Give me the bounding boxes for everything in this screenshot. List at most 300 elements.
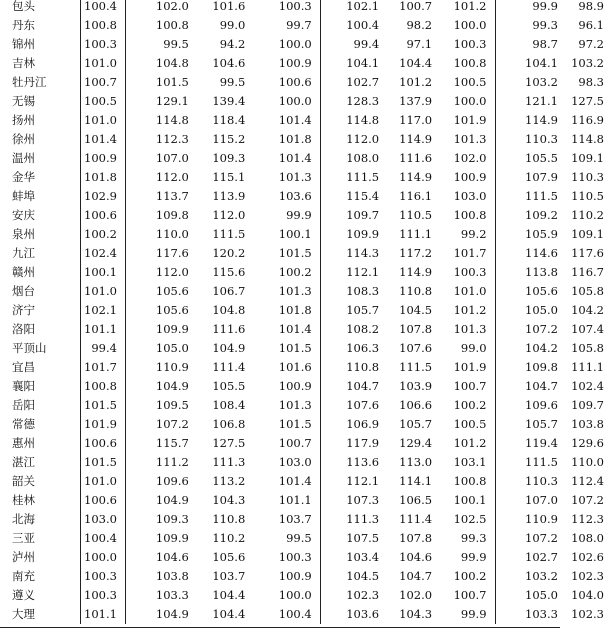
index-value-cell: 102.3 <box>571 607 604 621</box>
index-value-cell: 100.6 <box>80 206 125 225</box>
city-name-char: 济 <box>12 303 24 317</box>
city-name-cell <box>0 434 80 453</box>
index-value-cell: 103.8 <box>125 567 196 586</box>
index-value-cell: 100.3 <box>278 0 312 13</box>
index-value-cell: 105.7 <box>495 415 566 434</box>
table-row <box>0 225 612 244</box>
index-value-cell: 104.6 <box>125 548 196 567</box>
index-value-cell: 113.7 <box>125 187 196 206</box>
index-value-cell: 101.7 <box>453 246 487 260</box>
index-value-cell: 99.9 <box>286 208 312 222</box>
index-value-cell: 107.2 <box>571 493 604 507</box>
index-value-cell: 103.2 <box>571 56 604 70</box>
city-name-char: 充 <box>23 569 35 583</box>
table-row <box>0 548 612 567</box>
city-name-char: 州 <box>23 113 35 127</box>
index-value-cell: 101.0 <box>80 54 125 73</box>
city-name-char: 华 <box>23 170 35 184</box>
index-value-cell: 101.1 <box>80 605 125 624</box>
index-value-cell: 100.2 <box>453 569 487 583</box>
index-value-cell: 103.3 <box>125 586 196 605</box>
city-name-char: 赣 <box>12 265 24 279</box>
table-row <box>0 453 612 472</box>
index-value-cell: 100.1 <box>80 263 125 282</box>
index-value-cell: 109.3 <box>212 151 246 165</box>
index-value-cell: 104.1 <box>495 54 566 73</box>
index-value-cell: 110.9 <box>125 358 196 377</box>
index-value-cell: 100.3 <box>278 550 312 564</box>
city-name-char: 九 <box>12 246 24 260</box>
index-value-cell: 103.4 <box>320 548 387 567</box>
index-value-cell: 107.2 <box>125 415 196 434</box>
index-value-cell: 100.0 <box>278 94 312 108</box>
index-value-cell: 121.1 <box>495 92 566 111</box>
city-name-char: 东 <box>23 18 35 32</box>
index-value-cell: 103.7 <box>212 569 246 583</box>
index-value-cell: 101.0 <box>80 472 125 491</box>
index-value-cell: 105.0 <box>495 586 566 605</box>
index-value-cell: 104.1 <box>320 54 387 73</box>
city-name-cell <box>0 415 80 434</box>
index-value-cell: 101.7 <box>80 358 125 377</box>
index-value-cell: 104.0 <box>571 588 604 602</box>
index-value-cell: 119.4 <box>495 434 566 453</box>
index-value-cell: 107.0 <box>495 491 566 510</box>
city-name-char: 宜 <box>12 360 24 374</box>
index-value-cell: 114.1 <box>399 474 433 488</box>
index-value-cell: 101.2 <box>453 436 487 450</box>
index-value-cell: 111.6 <box>212 322 246 336</box>
index-value-cell: 104.3 <box>212 493 246 507</box>
index-value-cell: 114.9 <box>399 170 433 184</box>
city-name-char: 常 <box>12 417 24 431</box>
city-name-char: 锦 <box>12 37 24 51</box>
index-value-cell: 99.9 <box>460 550 487 564</box>
index-value-cell: 111.5 <box>320 168 387 187</box>
index-value-cell: 101.3 <box>278 170 312 184</box>
index-value-cell: 107.8 <box>399 322 433 336</box>
city-name-char: 阳 <box>23 379 35 393</box>
index-value-cell: 108.0 <box>571 531 604 545</box>
index-value-cell: 100.8 <box>453 208 487 222</box>
index-value-cell: 103.2 <box>495 567 566 586</box>
city-name-cell <box>0 529 80 548</box>
index-value-cell: 114.9 <box>399 132 433 146</box>
index-value-cell: 109.7 <box>571 398 604 412</box>
city-name-char: 桂 <box>12 493 24 507</box>
index-value-cell: 107.4 <box>571 322 604 336</box>
index-value-cell: 110.2 <box>571 208 604 222</box>
index-value-cell: 102.1 <box>80 301 125 320</box>
index-value-cell: 107.6 <box>320 396 387 415</box>
index-value-cell: 100.4 <box>80 0 125 16</box>
index-value-cell: 100.7 <box>278 436 312 450</box>
city-name-cell <box>0 35 80 54</box>
city-name-char: 台 <box>23 284 35 298</box>
city-name <box>12 301 74 320</box>
index-value-cell: 129.6 <box>571 436 604 450</box>
city-name-char: 阳 <box>23 322 35 336</box>
table-row <box>0 510 612 529</box>
city-name-cell <box>0 0 80 16</box>
index-value-cell: 117.0 <box>399 113 433 127</box>
index-value-cell: 100.9 <box>80 149 125 168</box>
table-row <box>0 111 612 130</box>
index-value-cell: 117.6 <box>571 246 604 260</box>
city-name-cell <box>0 206 80 225</box>
city-name-cell <box>0 548 80 567</box>
city-name-char: 湛 <box>12 455 24 469</box>
index-value-cell: 104.7 <box>495 377 566 396</box>
index-value-cell: 111.4 <box>399 512 433 526</box>
index-value-cell: 110.0 <box>571 455 604 469</box>
index-value-cell: 100.8 <box>453 56 487 70</box>
index-value-cell: 111.1 <box>399 227 433 241</box>
city-name <box>12 529 74 548</box>
index-value-cell: 99.5 <box>219 75 246 89</box>
table-row <box>0 0 612 16</box>
city-name-char: 安 <box>12 208 24 222</box>
city-name <box>12 472 74 491</box>
table-row <box>0 73 612 92</box>
index-value-cell: 105.9 <box>495 225 566 244</box>
index-value-cell: 109.9 <box>125 320 196 339</box>
index-value-cell: 100.3 <box>80 35 125 54</box>
index-value-cell: 101.5 <box>80 453 125 472</box>
index-value-cell: 102.3 <box>571 569 604 583</box>
index-value-cell: 107.5 <box>320 529 387 548</box>
index-value-cell: 110.8 <box>212 512 246 526</box>
city-name-char: 顶 <box>23 341 35 355</box>
city-name <box>12 491 74 510</box>
index-value-cell: 103.8 <box>571 417 604 431</box>
index-value-cell: 100.5 <box>453 417 487 431</box>
index-value-cell: 112.1 <box>320 472 387 491</box>
index-value-cell: 101.9 <box>453 113 487 127</box>
index-value-cell: 100.5 <box>80 92 125 111</box>
index-value-cell: 101.5 <box>278 417 312 431</box>
index-value-cell: 115.1 <box>212 170 246 184</box>
index-value-cell: 97.1 <box>406 37 433 51</box>
city-name-cell <box>0 605 80 624</box>
city-name <box>12 149 74 168</box>
index-value-cell: 110.3 <box>571 170 604 184</box>
city-name-char: 遵 <box>12 588 24 602</box>
index-value-cell: 99.5 <box>286 531 312 545</box>
city-name-char: 扬 <box>12 113 24 127</box>
table-row <box>0 339 612 358</box>
index-value-cell: 103.7 <box>278 512 312 526</box>
index-value-cell: 100.9 <box>278 379 312 393</box>
index-value-cell: 100.0 <box>453 94 487 108</box>
index-value-cell: 114.6 <box>495 244 566 263</box>
index-value-cell: 104.7 <box>399 569 433 583</box>
city-name-char: 惠 <box>12 436 24 450</box>
city-name-char: 山 <box>35 341 47 355</box>
city-name-char: 江 <box>23 246 35 260</box>
city-name-char: 牡 <box>12 75 24 89</box>
table-row <box>0 92 612 111</box>
city-name <box>12 35 74 54</box>
index-value-cell: 117.2 <box>399 246 433 260</box>
index-value-cell: 103.0 <box>80 510 125 529</box>
city-name-cell <box>0 377 80 396</box>
index-value-cell: 101.4 <box>278 151 312 165</box>
index-value-cell: 104.8 <box>212 303 246 317</box>
index-value-cell: 103.1 <box>453 455 487 469</box>
index-value-cell: 101.0 <box>453 284 487 298</box>
city-name <box>12 377 74 396</box>
city-name-cell <box>0 510 80 529</box>
table-row <box>0 320 612 339</box>
index-value-cell: 106.9 <box>320 415 387 434</box>
index-value-cell: 100.8 <box>125 16 196 35</box>
city-name-cell <box>0 73 80 92</box>
index-value-cell: 112.0 <box>212 208 246 222</box>
index-value-cell: 116.9 <box>571 113 604 127</box>
index-value-cell: 105.6 <box>125 282 196 301</box>
city-name-char: 州 <box>23 132 35 146</box>
index-value-cell: 98.2 <box>406 18 433 32</box>
index-value-cell: 101.4 <box>278 113 312 127</box>
index-value-cell: 101.4 <box>80 130 125 149</box>
city-name <box>12 16 74 35</box>
index-value-cell: 109.3 <box>125 510 196 529</box>
index-value-cell: 109.6 <box>125 472 196 491</box>
index-value-cell: 99.9 <box>495 0 566 16</box>
city-name-cell <box>0 149 80 168</box>
index-value-cell: 104.9 <box>125 377 196 396</box>
index-value-cell: 113.8 <box>495 263 566 282</box>
index-value-cell: 114.8 <box>571 132 604 146</box>
city-name-char: 州 <box>23 151 35 165</box>
city-name-char: 丹 <box>23 75 35 89</box>
index-value-cell: 127.5 <box>212 436 246 450</box>
index-value-cell: 101.3 <box>278 398 312 412</box>
table-row <box>0 168 612 187</box>
index-value-cell: 100.0 <box>453 18 487 32</box>
index-value-cell: 104.5 <box>320 567 387 586</box>
index-value-cell: 104.5 <box>399 303 433 317</box>
index-value-cell: 106.6 <box>399 398 433 412</box>
index-value-cell: 111.5 <box>399 360 433 374</box>
table-row <box>0 434 612 453</box>
city-name-char: 温 <box>12 151 24 165</box>
index-value-cell: 100.3 <box>453 37 487 51</box>
index-value-cell: 108.2 <box>320 320 387 339</box>
index-value-cell: 105.8 <box>571 284 604 298</box>
city-name-char: 泸 <box>12 550 24 564</box>
index-value-cell: 99.7 <box>286 18 312 32</box>
index-value-cell: 100.4 <box>278 607 312 621</box>
city-name-cell <box>0 396 80 415</box>
index-value-cell: 112.0 <box>125 168 196 187</box>
index-value-cell: 99.3 <box>460 531 487 545</box>
index-value-cell: 105.7 <box>399 417 433 431</box>
city-name-cell <box>0 16 80 35</box>
city-name <box>12 548 74 567</box>
index-value-cell: 100.6 <box>80 491 125 510</box>
city-name <box>12 339 74 358</box>
index-value-cell: 101.3 <box>278 284 312 298</box>
city-name-char: 蚌 <box>12 189 24 203</box>
index-value-cell: 112.3 <box>571 512 604 526</box>
city-name-char: 烟 <box>12 284 24 298</box>
city-name <box>12 54 74 73</box>
index-value-cell: 100.6 <box>80 434 125 453</box>
index-value-cell: 100.7 <box>453 588 487 602</box>
index-value-cell: 104.8 <box>125 54 196 73</box>
index-value-cell: 104.9 <box>212 341 246 355</box>
city-name-char: 北 <box>12 512 24 526</box>
index-value-cell: 102.3 <box>320 586 387 605</box>
index-value-cell: 108.0 <box>320 149 387 168</box>
index-value-cell: 109.8 <box>125 206 196 225</box>
index-value-cell: 100.2 <box>453 398 487 412</box>
table-row <box>0 206 612 225</box>
index-value-cell: 112.3 <box>125 130 196 149</box>
index-value-cell: 99.4 <box>320 35 387 54</box>
index-value-cell: 103.3 <box>495 605 566 624</box>
index-value-cell: 137.9 <box>399 94 433 108</box>
city-name <box>12 605 74 624</box>
index-value-cell: 98.3 <box>578 75 604 89</box>
index-value-cell: 103.2 <box>495 73 566 92</box>
index-value-cell: 101.9 <box>453 360 487 374</box>
city-name-char: 亚 <box>23 531 35 545</box>
city-name-cell <box>0 263 80 282</box>
index-value-cell: 100.3 <box>80 567 125 586</box>
index-value-cell: 99.9 <box>460 607 487 621</box>
index-value-cell: 101.5 <box>278 341 312 355</box>
index-value-cell: 113.9 <box>212 189 246 203</box>
city-name <box>12 282 74 301</box>
index-value-cell: 107.8 <box>399 531 433 545</box>
city-name-cell <box>0 339 80 358</box>
city-name <box>12 0 74 16</box>
city-name <box>12 320 74 339</box>
index-value-cell: 100.0 <box>278 37 312 51</box>
index-value-cell: 101.8 <box>278 132 312 146</box>
city-name-char: 义 <box>23 588 35 602</box>
city-name <box>12 187 74 206</box>
index-value-cell: 101.8 <box>80 168 125 187</box>
index-value-cell: 128.3 <box>320 92 387 111</box>
index-value-cell: 100.9 <box>278 56 312 70</box>
index-value-cell: 104.9 <box>125 605 196 624</box>
index-value-cell: 105.0 <box>125 339 196 358</box>
index-value-cell: 105.6 <box>125 301 196 320</box>
index-value-cell: 100.1 <box>453 493 487 507</box>
city-name-char: 江 <box>23 455 35 469</box>
table-row <box>0 586 612 605</box>
city-name-cell <box>0 586 80 605</box>
index-value-cell: 106.8 <box>212 417 246 431</box>
index-value-cell: 127.5 <box>571 94 604 108</box>
index-value-cell: 104.2 <box>495 339 566 358</box>
city-name-char: 无 <box>12 94 24 108</box>
index-value-cell: 109.1 <box>571 227 604 241</box>
index-value-cell: 116.1 <box>399 189 433 203</box>
city-name <box>12 453 74 472</box>
index-value-cell: 100.7 <box>80 73 125 92</box>
index-value-cell: 101.2 <box>453 0 487 13</box>
city-name-char: 林 <box>23 493 35 507</box>
table-row <box>0 244 612 263</box>
city-name <box>12 586 74 605</box>
index-value-cell: 101.4 <box>278 474 312 488</box>
index-value-cell: 104.4 <box>399 56 433 70</box>
index-value-cell: 103.6 <box>278 189 312 203</box>
index-value-cell: 101.2 <box>399 75 433 89</box>
index-value-cell: 111.1 <box>571 360 604 374</box>
index-value-cell: 101.5 <box>80 396 125 415</box>
city-name-cell <box>0 225 80 244</box>
city-name-char: 埠 <box>23 189 35 203</box>
city-name-char: 关 <box>23 474 35 488</box>
table-row <box>0 396 612 415</box>
table-row <box>0 567 612 586</box>
index-value-cell: 101.5 <box>125 73 196 92</box>
index-value-cell: 100.9 <box>453 170 487 184</box>
index-value-cell: 116.7 <box>571 265 604 279</box>
table-row <box>0 377 612 396</box>
city-name-char: 州 <box>23 550 35 564</box>
table-row <box>0 415 612 434</box>
index-value-cell: 111.5 <box>212 227 246 241</box>
index-value-cell: 102.4 <box>571 379 604 393</box>
index-value-cell: 104.7 <box>320 377 387 396</box>
index-value-cell: 113.6 <box>320 453 387 472</box>
city-name <box>12 358 74 377</box>
city-name-cell <box>0 130 80 149</box>
index-value-cell: 105.6 <box>212 550 246 564</box>
index-value-cell: 99.3 <box>495 16 566 35</box>
index-value-cell: 109.5 <box>125 396 196 415</box>
table-row <box>0 35 612 54</box>
city-name-char: 头 <box>23 0 35 13</box>
city-name-char: 徐 <box>12 132 24 146</box>
city-name-char: 庆 <box>23 208 35 222</box>
index-value-cell: 102.0 <box>453 151 487 165</box>
index-value-cell: 101.9 <box>80 415 125 434</box>
index-value-cell: 101.8 <box>278 303 312 317</box>
table-row <box>0 54 612 73</box>
city-name-char: 宁 <box>23 303 35 317</box>
index-value-cell: 107.2 <box>495 529 566 548</box>
index-value-cell: 113.0 <box>399 455 433 469</box>
city-name-char: 襄 <box>12 379 24 393</box>
table-row <box>0 301 612 320</box>
table-row <box>0 472 612 491</box>
index-value-cell: 118.4 <box>212 113 246 127</box>
city-name-char: 德 <box>23 417 35 431</box>
table-bottom-rule <box>0 627 560 628</box>
index-value-cell: 111.6 <box>399 151 433 165</box>
index-value-cell: 102.0 <box>399 588 433 602</box>
table-row <box>0 282 612 301</box>
index-value-cell: 101.0 <box>80 282 125 301</box>
index-value-cell: 104.6 <box>399 550 433 564</box>
index-value-cell: 100.7 <box>399 0 433 13</box>
city-name-char: 吉 <box>12 56 24 70</box>
city-name-char: 洛 <box>12 322 24 336</box>
table-row <box>0 605 612 624</box>
index-value-cell: 111.5 <box>495 453 566 472</box>
city-name-char: 昌 <box>23 360 35 374</box>
index-value-cell: 100.0 <box>278 588 312 602</box>
index-value-cell: 110.3 <box>495 130 566 149</box>
